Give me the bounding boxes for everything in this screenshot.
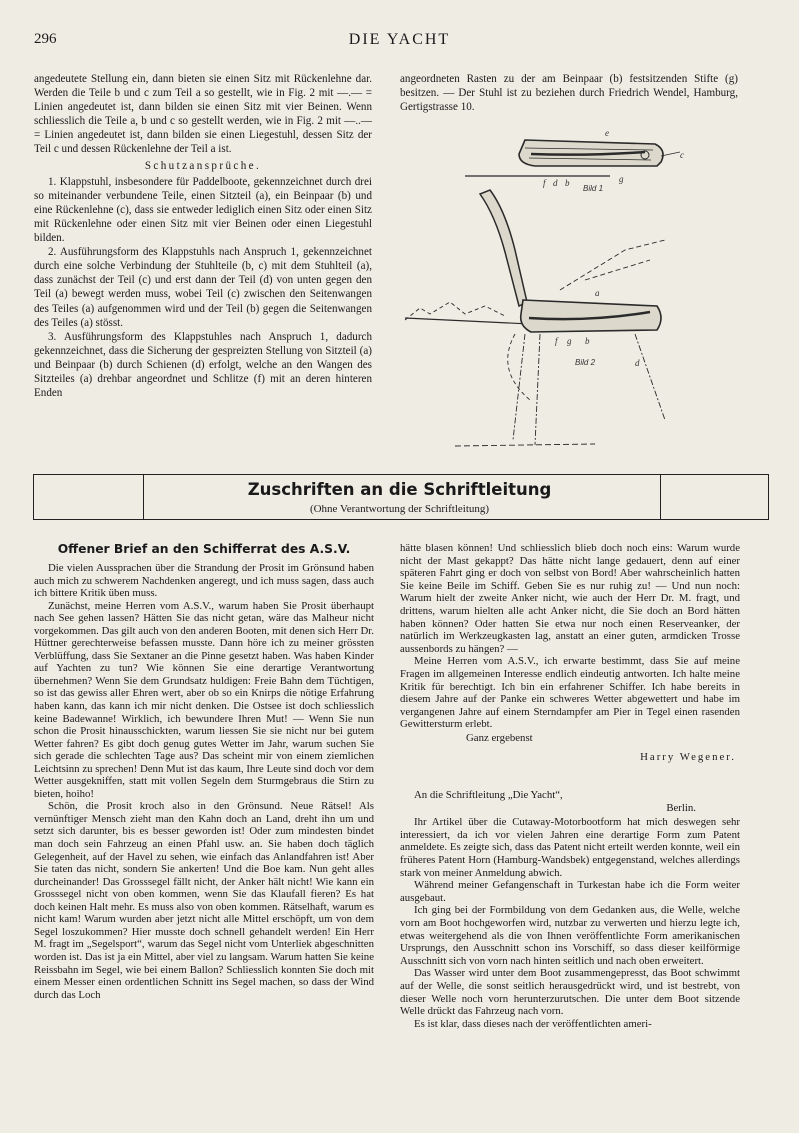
letter-2-paragraph: Ihr Artikel über die Cutaway-Motorbootform hat mich deswegen sehr interessiert, da ich vor vielen Jahren eine derartige Form zum Patent anmeldete. Es zeigte sich, dass das Patent nicht erteilt werden konnte, weil ein früheres Patent Horn (Hamburg-Wandsbek) entgegenstand, welches allerdings stark von meiner Anmeldung abwich. (400, 816, 740, 879)
patent-description: angedeutete Stellung ein, dann bieten sie einen Sitz mit Rückenlehne dar. Werden die Teile b und c zum Teil a so gestellt, wie in Fig. 2 mit —.— = Linien angedeutet ist, dann bilden sie einen Sitz mit vier Beinen. Wenn schliesslich die Teile a, b und c so gestellt werden, wie in Fig. 2 mit —..— = Linien angedeutet ist, dann bilden sie einen Liegestuhl, dessen Sitz der Teil c und dessen Rückenlehne der Teil a ist. (34, 73, 372, 156)
figure-2-label-d: d (635, 358, 640, 368)
section-title: Zuschriften an die Schriftleitung (247, 480, 552, 499)
patent-source: angeordneten Rasten zu der am Beinpaar (b) festsitzenden Stifte (g) besitzen. — Der Stuhl ist zu beziehen durch Friedrich Wendel, Hamburg, Gertigstrasse 10. (400, 73, 738, 114)
figure-2-label: Bild 2 (575, 358, 596, 367)
letter-2-city: Berlin. (666, 801, 696, 814)
figure-2-label-a: a (595, 288, 600, 298)
letter-2-paragraph: Während meiner Gefangenschaft in Turkestan habe ich die Form weiter ausgebaut. (400, 879, 740, 904)
running-head: DIE YACHT (348, 31, 451, 48)
figure-2-label-f: f (555, 336, 558, 346)
patent-column-left (34, 72, 372, 400)
letters-column-right (400, 542, 740, 1030)
letter-1-paragraph: Schön, die Prosit kroch also in den Grönsund. Neue Rätsel! Als vernünftiger Mensch zieht man den Kahn doch an Land, dreht ihn um und setzt sich darunter, bis es besser geworden ist! Oder zum mindesten bindet man doch sein Fahrzeug an einen Pfahl usw. an. Sie haben doch täglich Gelegenheit, auf der Havel zu sehen, wie einfach das Anlandfahren ist! Aber Sie taten das nicht, sondern Sie ankerten! Und die Boe kam. Nun geht alles durcheinander! Das Grosssegel fällt nicht, der Anker hält nicht! Wie kann ein Grosssegel nicht von oben kommen, wenn Sie das Klaufall fieren? Es hat doch keinen Halt mehr. Es muss also von oben kommen. Rätselhaft, warum es nicht kam! Warum wurden aber jetzt nicht alle Mittel erschöpft, um von dem Segel loszukommen? Hier musste doch schnell gehandelt werden! Ein Herr M. fragt im „Segelsport“, warum das Segel nicht vom Unterliek abgeschnitten worden ist. Das ist ja ein Mittel, aber viel zu langsam. Warum hatten Sie keine Reissbahn im Segel, wie bei einem Ballon? Schliesslich konnten Sie doch mit einem Messer einen ordentlichen Schnitt ins Segel machen, so dass der Wind durch das Loch (34, 800, 374, 1001)
figure-1-label-b: b (565, 178, 570, 188)
claim-1: 1. Klappstuhl, insbesondere für Paddelboote, gekennzeichnet durch drei so miteinander verbundene Teile, einen Sitzteil (a), ein Beinpaar (b) und eine Rückenlehne (c), dass sie entweder lediglich einen Sitz oder einen Sitz mit Rückenlehne oder einen Sitz mit vier Beinen oder einen Liegestuhl bilden. (34, 175, 372, 245)
letter-1-paragraph: Zunächst, meine Herren vom A.S.V., warum haben Sie Prosit überhaupt nach See gehen lassen? Hätten Sie das nicht getan, wäre das Malheur nicht vorgekommen. Das gilt auch von den anderen Booten, mit denen sich Herr Dr. Hüttner gerechterweise befassen musste. Dann höre ich zu meiner grössten Verblüffung, dass Sie Sextaner an die Pinne gesetzt haben. Was haben Kinder auf Yachten zu tun? Wie können Sie eine derartige Verantwortung übernehmen? Wenn Sie dem Grundsatz huldigen: Freie Bahn dem Tüchtigen, so ist das gewiss aller Ehren wert, aber ob so ein Knirps die nötige Erfahrung haben kann, das kann ich mir nicht denken. Die Ostsee ist doch schliesslich keine Badewanne! Wirklich, ich bewundere Ihren Mut! — Wenn Sie nun schon die Prosit hinausschickten, warum liessen Sie sie nicht nur bei gutem Wetter fahren? Es gibt doch genug gutes Wetter im Jahr, warum suchen Sie sich gerade die schlechten Tage aus? Das scheint mir von einem ziemlichen Leichtsinn zu sprechen! Denn Mut ist das kaum, Ihre Leute sind doch vor dem Wetter ausgekniffen, statt mit vollen Segeln dem Sturmgebraus die Stirn zu bieten, hoiho! (34, 599, 374, 800)
section-subtitle: (Ohne Verantwortung der Schriftleitung) (309, 503, 490, 515)
figure-1-label-e: e (605, 128, 609, 138)
figure-1-label-c: c (680, 150, 684, 160)
figure-1-label-d: d (553, 178, 558, 188)
letter-1-signature: Harry Wegener. (640, 750, 736, 763)
letter-1-closing: Ganz ergebenst (466, 731, 533, 744)
figure-1-folded-chair (465, 140, 680, 176)
chair-figure (395, 120, 695, 450)
claim-2: 2. Ausführungsform des Klappstuhls nach Anspruch 1, gekennzeichnet durch eine solche Verbindung der Stuhlteile (b, c) mit dem Stuhlteil (a), dass zunächst der Teil (c) und erst dann der Teil (d) von unten gegen den Teil (a) bewegt werden muss, wobei Teil (c) zwischen den Seitenwangen des Teiles (a) aufgenommen wird und der Teil (b) gegen die Seitenwangen des Teiles (a) stösst. (34, 246, 372, 329)
patent-column-right (400, 72, 738, 114)
figure-2-label-g: g (567, 336, 572, 346)
figure-1-label-g: g (619, 174, 624, 184)
letter-2-paragraph: Das Wasser wird unter dem Boot zusammengepresst, das Boot schwimmt auf der Welle, die sonst seitlich herausgedrückt wird, und ist bestrebt, von dieser Welle noch vorn herunterzurutschen. Die unter dem Boot sitzende Welle drückt das Fahrzeug nach vorn. (400, 967, 740, 1018)
page-number: 296 (34, 31, 57, 47)
letter-1-final-paragraph: Meine Herren vom A.S.V., ich erwarte bestimmt, dass Sie auf meine Fragen im allgemeinen Interesse endlich eindeutig antworten. Ich halte meine Kritik für berechtigt. Ich bin ein erfahrener Schiffer. Ich habe bereits in diesem Jahre auf der Panke ein schweres Wetter abgewettert und habe im vergangenen Jahre auf einem Sterndampfer am Pier in Tegel einen rasenden Gewittersturm erlebt. (400, 655, 740, 731)
letter-1-title: Offener Brief an den Schifferrat des A.S.V. (57, 542, 351, 556)
letter-2-paragraph: Es ist klar, dass dieses nach der veröffentlichten ameri- (414, 1017, 652, 1030)
claims-heading: Schutzansprüche. (144, 159, 262, 172)
letter-1-paragraph: Die vielen Aussprachen über die Strandung der Prosit im Grönsund haben auch mich zu schwerem Nachdenken angeregt, und ich muss sagen, dass auch ich bittere Kritik üben muss. (34, 562, 374, 600)
letter-2-salutation: An die Schriftleitung „Die Yacht“, (414, 789, 563, 802)
claim-3: 3. Ausführungsform des Klappstuhles nach Anspruch 1, dadurch gekennzeichnet, dass die Sicherung der gespreizten Stellung von Sitzteil (a) und Beinpaar (b) durch Schienen (d) erfolgt, welche an den Wangen des Sitzteiles (a) drehbar angeordnet und Schlitze (f) mit an deren hinteren Enden (34, 330, 372, 400)
letter-1-continued: hätte blasen können! Und schliesslich blieb doch noch eins: Warum wurde nicht der Mast gekappt? Das hätte nicht lange gedauert, denn auf einer späteren Fahrt ging er doch von selbst von Bord! Aber wahrscheinlich hatten Sie keine Beile im Schiff. Geben Sie es nur ruhig zu! — Und nun noch: Warum hielt der zweite Anker nicht, wie auch der Herr Dr. M. fragt, und drittens, warum hielten alle acht Anker nicht, die Sie doch an Bord hätten haben können? Oder hatten Sie etwa nur noch einen Reserveanker, der natürlich im Werkzeugkasten lag, anstatt an einer guten, armdicken Trosse aussenbords zu hängen? — (400, 542, 740, 655)
figure-2-label-b: b (585, 336, 590, 346)
letter-2-paragraph: Ich ging bei der Formbildung von dem Gedanken aus, die Welle, welche vorn am Boot hochgeworfen wird, nutzbar zu verwerten und hierzu legte ich, etwas weitergehend als die von Ihnen veröffentlichte Form amerikanischen Ursprungs, den Ausschnitt schon ins Vorschiff, so dass dieser keilförmige Ausschnitt sich von vorn nach hinten seitlich und nach oben erweitert. (400, 904, 740, 967)
figure-1-label: Bild 1 (583, 184, 604, 193)
figure-1-label-f: f (543, 178, 546, 188)
figure-2-unfolded-chair (405, 190, 665, 446)
letter-1-column (34, 542, 374, 1001)
